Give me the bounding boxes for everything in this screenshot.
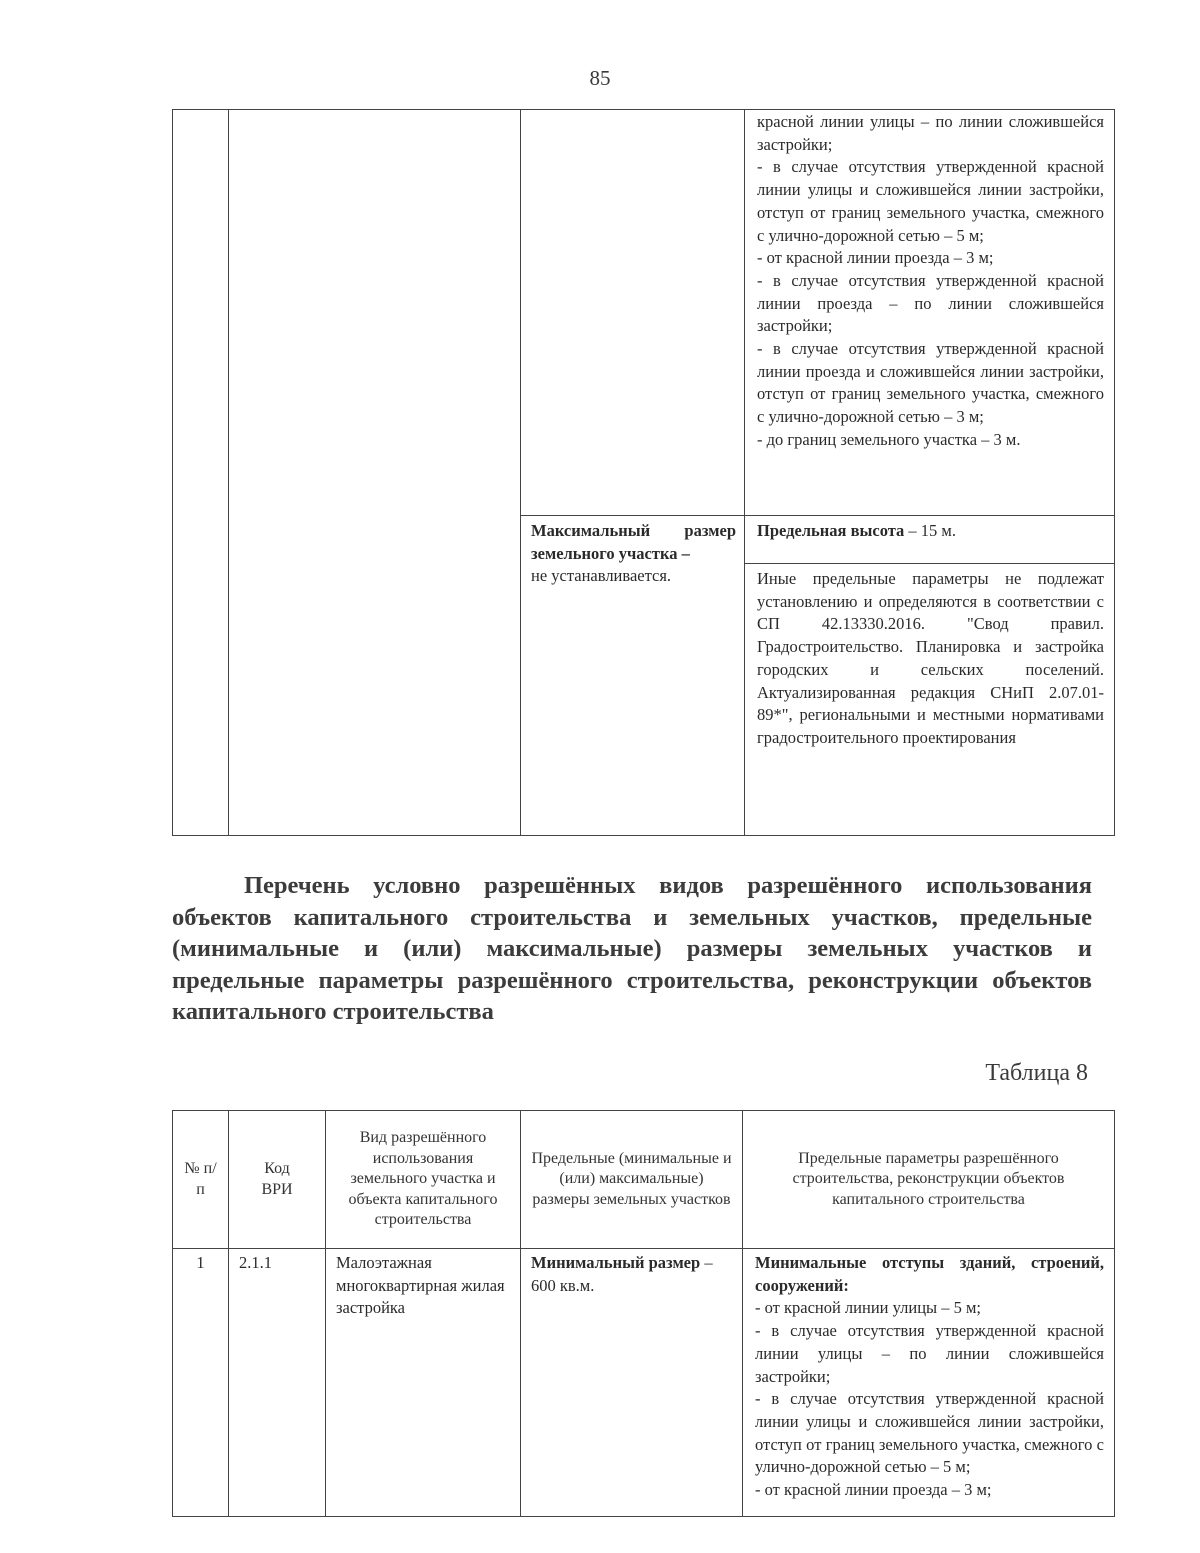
table-label: Таблица 8 (985, 1060, 1088, 1086)
row1-param-line: - в случае отсутствия утвержденной красной линии улицы – по линии сложившейся застройки; (755, 1321, 1104, 1386)
row1-param-line: - от красной линии проезда – 3 м; (755, 1480, 992, 1500)
row1-num: 1 (173, 1249, 229, 1517)
row1-size (521, 1249, 743, 1517)
row1-kind: Малоэтажная многоквартирная жилая застройка (326, 1249, 521, 1517)
table-8 (172, 1110, 1115, 1517)
cont-params-cell (745, 110, 1115, 516)
param-line: красной линии улицы – по линии сложившейся застройки; (757, 112, 1104, 154)
header-kind: Вид разрешённого использования земельного участка и объекта капитального строительства (326, 1111, 521, 1249)
cont-num-cell (173, 110, 229, 836)
row1-size-value: – 600 кв.м. (531, 1253, 713, 1295)
section-heading-text: Перечень условно разрешённых видов разрешённого использования объектов капитального строительства и земельных участков, предельные (минимальные и (или) максимальные) размеры земельных участков и предельные параметры разрешённого строительства, реконструкции объектов капитального строительства (172, 872, 1092, 1025)
max-size-value: не устанавливается. (531, 566, 672, 586)
row1-param-line: - от красной линии улицы – 5 м; (755, 1298, 982, 1318)
height-cell (745, 516, 1115, 564)
param-line: - в случае отсутствия утвержденной красной линии проезда и сложившейся линии застройки, отступ от границ земельного участка, смежного с улично-дорожной сетью – 3 м; (757, 339, 1104, 427)
row1-param-line: - в случае отсутствия утвержденной красной линии улицы и сложившейся линии застройки, отступ от границ земельного участка, смежного с улично-дорожной сетью – 5 м; (755, 1389, 1104, 1477)
param-line: - в случае отсутствия утвержденной красной линии проезда – по линии сложившейся застройки; (757, 270, 1104, 336)
row1-params (743, 1249, 1115, 1517)
max-size-label: Максимальный размер земельного участка – (531, 521, 736, 563)
page-number: 85 (589, 66, 611, 90)
other-params-cell (745, 564, 1115, 836)
header-code: Код ВРИ (229, 1111, 326, 1249)
height-label: Предельная высота (757, 521, 905, 540)
height-value: – 15 м. (904, 521, 956, 540)
continuation-table (172, 109, 1115, 836)
cont-size-cell-empty (521, 110, 745, 516)
param-line: - в случае отсутствия утвержденной красной линии улицы и сложившейся линии застройки, отступ от границ земельного участка, смежного с улично-дорожной сетью – 5 м; (757, 157, 1104, 245)
cont-code-kind-cell (229, 110, 521, 836)
header-params: Предельные параметры разрешённого строительства, реконструкции объектов капитального строительства (743, 1111, 1115, 1249)
header-size: Предельные (минимальные и (или) максимальные) размеры земельных участков (521, 1111, 743, 1249)
param-line: - до границ земельного участка – 3 м. (757, 429, 1021, 449)
param-line: - от красной линии проезда – 3 м; (757, 248, 994, 268)
row1-size-label: Минимальный размер (531, 1253, 701, 1272)
header-num: № п/п (173, 1111, 229, 1249)
section-heading (172, 870, 1092, 1028)
other-params-text: Иные предельные параметры не подлежат установлению и определяются в соответствии с СП 42.13330.2016. "Свод правил. Градостроительство. Планировка и застройка городских и сельских поселений. Актуализированная редакция СНиП 2.07.01-89*", региональными и местными нормативами градостроительного проектирования (757, 569, 1104, 747)
max-size-cell (521, 516, 745, 836)
row1-params-heading: Минимальные отступы зданий, строений, сооружений: (755, 1253, 1104, 1295)
row1-code: 2.1.1 (229, 1249, 326, 1517)
